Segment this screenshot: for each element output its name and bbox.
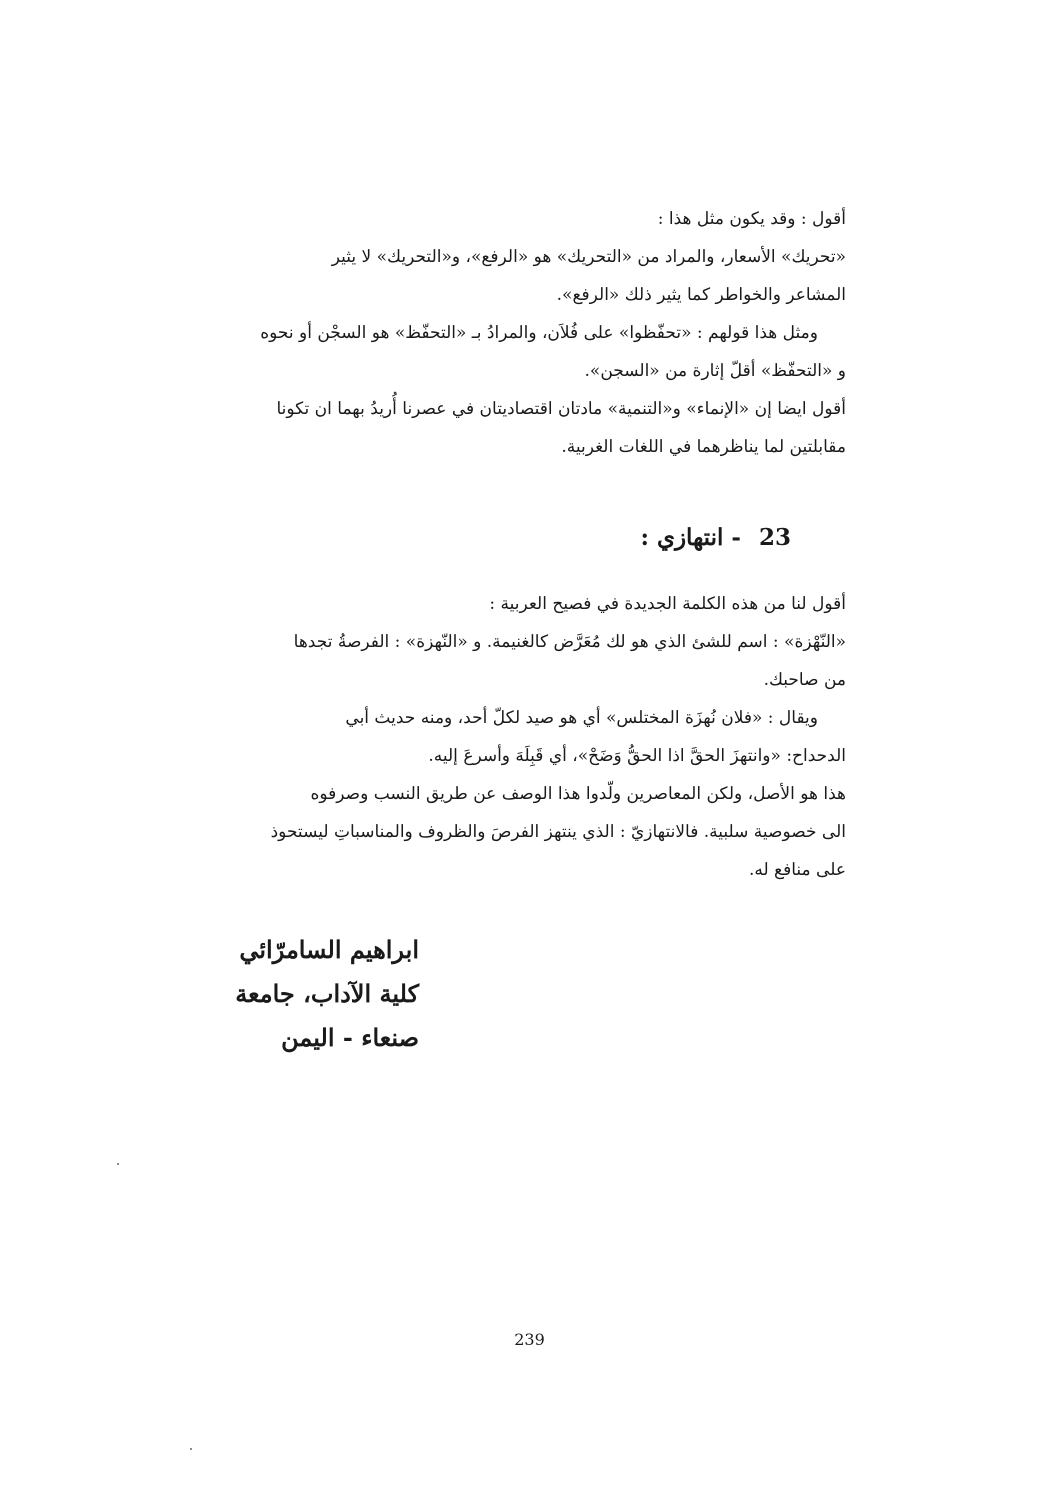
heading-dash: - (731, 524, 741, 551)
heading-title: انتهازي : (640, 524, 724, 551)
text-line: الدحداح: «وانتهزَ الحقَّ اذا الحقُّ وَضَحْ»، أي قَبِلَهَ وأسرعَ إليه. (428, 746, 846, 766)
scan-speck (190, 1448, 192, 1450)
text-line: المشاعر والخواطر كما يثير ذلك «الرفع». (556, 285, 846, 305)
text-line: على منافع له. (748, 860, 846, 880)
author-affiliation: كلية الآداب، جامعة (235, 979, 419, 1008)
text-line: «النّهْزة» : اسم للشئ الذي هو لك مُعَرَّض كالغنيمة. و «النّهزة» : الفرصةُ تجدها (293, 632, 846, 652)
paragraph-block-1 (206, 200, 846, 466)
page-number: 239 (514, 1330, 545, 1349)
text-line: «تحريك» الأسعار، والمراد من «التحريك» هو «الرفع»، و«التحريك» لا يثير (331, 247, 846, 267)
heading-number: 23 (758, 524, 791, 551)
scan-speck (117, 1163, 119, 1165)
section-heading (640, 518, 791, 558)
text-line: أقول ايضا إن «الإنماء» و«التنمية» مادتان اقتصاديتان في عصرنا أُريدُ بهما ان تكونا (276, 399, 846, 419)
text-line: مقابلتين لما يناظرهما في اللغات الغربية. (561, 437, 846, 457)
text-line: ويقال : «فلان نُهزَة المختلس» أي هو صيد لكلّ أحد، ومنه حديث أبي (345, 708, 818, 728)
text-line: الى خصوصية سلبية. فالانتهازيّ : الذي ينتهز الفرصَ والظروف والمناسباتِ ليستحوذ (270, 822, 846, 842)
text-line: من صاحبك. (763, 670, 846, 690)
text-line: أقول لنا من هذه الكلمة الجديدة في فصيح العربية : (489, 594, 846, 614)
author-name: ابراهيم السامرّائي (239, 935, 419, 964)
author-location: صنعاء - اليمن (281, 1023, 419, 1052)
text-line: و «التحفّظ» أقلّ إثارة من «السجن». (584, 361, 846, 381)
paragraph-block-2 (206, 585, 846, 889)
text-line: ومثل هذا قولهم : «تحفّظوا» على فُلاَن، والمرادُ بـ «التحفّظ» هو السجْن أو نحوه (260, 323, 818, 343)
text-line: أقول : وقد يكون مثل هذا : (657, 209, 846, 229)
author-signature (235, 928, 419, 1060)
text-line: هذا هو الأصل، ولكن المعاصرين ولّدوا هذا الوصف عن طريق النسب وصرفوه (310, 784, 846, 804)
